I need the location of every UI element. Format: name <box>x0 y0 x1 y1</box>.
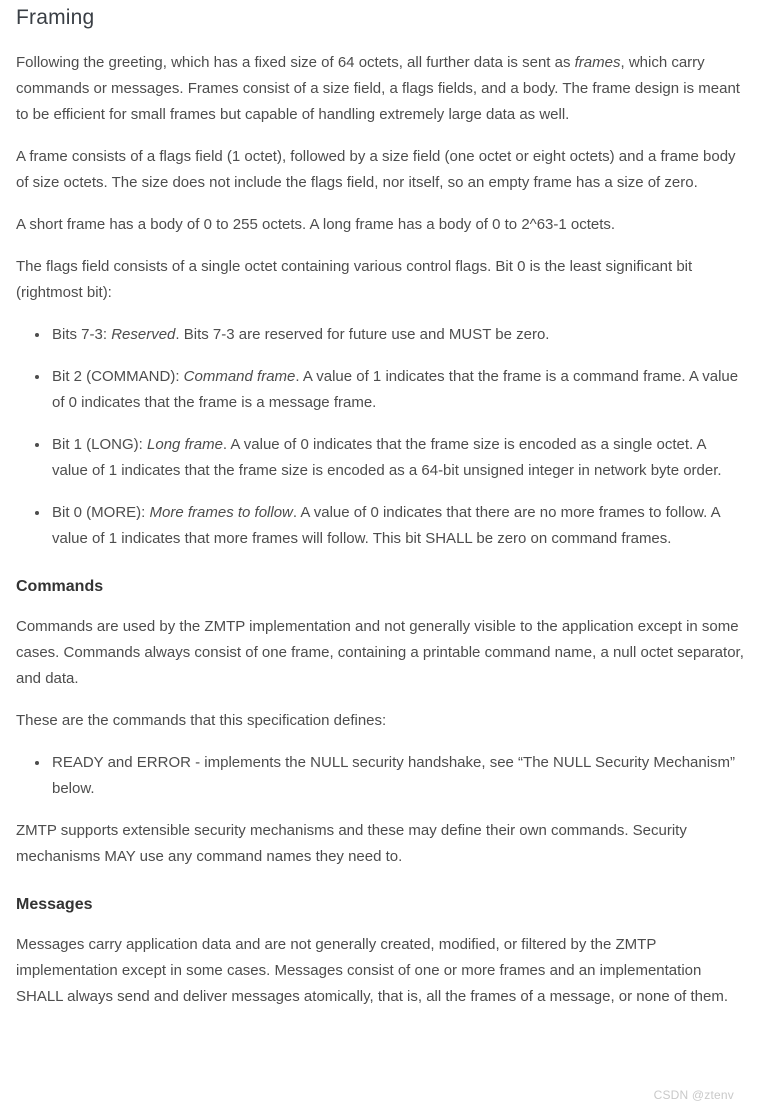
list-item: • Bit 0 (MORE): More frames to follow. A value of 0 indicates that there are no more frames to follow. A value of 1 indicates that more frames will follow. This bit SHALL be zero on command frames. <box>50 500 744 552</box>
page-title: Framing <box>16 6 95 29</box>
paragraph: A frame consists of a flags field (1 octet), followed by a size field (one octet or eight octets) and a frame body of size octets. The size does not include the flags field, nor itself, so an empty frame has a size of zero. <box>16 148 736 191</box>
italic-term: Long frame <box>147 436 223 453</box>
paragraph: A short frame has a body of 0 to 255 octets. A long frame has a body of 0 to 2^63-1 octets. <box>16 216 616 233</box>
list-item: • Bit 1 (LONG): Long frame. A value of 0 indicates that the frame size is encoded as a single octet. A value of 1 indicates that the frame size is encoded as a 64-bit unsigned integer in network byte order. <box>50 432 744 484</box>
article-body <box>16 50 744 1010</box>
paragraph: Messages carry application data and are not generally created, modified, or filtered by the ZMTP implementation except in some cases. Messages consist of one or more frames and an implementation SHALL always send and deliver messages atomically, that is, all the frames of a message, or none of them. <box>16 936 729 1005</box>
paragraph: These are the commands that this specification defines: <box>16 712 387 729</box>
bullet-list <box>16 322 744 552</box>
section-heading: Commands <box>16 578 104 595</box>
italic-term: Reserved <box>111 326 176 343</box>
italic-term: More frames to follow <box>149 504 293 521</box>
italic-term: frames <box>574 54 621 71</box>
italic-term: Command frame <box>183 368 296 385</box>
paragraph: ZMTP supports extensible security mechanisms and these may define their own commands. Security mechanisms MAY use any command names they need to. <box>16 822 687 865</box>
section-heading: Messages <box>16 896 93 913</box>
watermark: CSDN @ztenv <box>653 1088 734 1102</box>
bullet-list <box>16 750 744 802</box>
list-item: • Bits 7-3: Reserved. Bits 7-3 are reserved for future use and MUST be zero. <box>50 322 744 348</box>
list-item: • Bit 2 (COMMAND): Command frame. A value of 1 indicates that the frame is a command frame. A value of 0 indicates that the frame is a message frame. <box>50 364 744 416</box>
list-item: • READY and ERROR - implements the NULL security handshake, see “The NULL Security Mechanism” below. <box>50 750 744 802</box>
paragraph: Commands are used by the ZMTP implementation and not generally visible to the application except in some cases. Commands always consist of one frame, containing a printable command name, a null octet separator, and data. <box>16 618 744 687</box>
paragraph: Following the greeting, which has a fixed size of 64 octets, all further data is sent as frames, which carry commands or messages. Frames consist of a size field, a flags fields, and a body. The frame design is meant to be efficient for small frames but capable of handling extremely large data as well. <box>16 54 740 123</box>
paragraph: The flags field consists of a single octet containing various control flags. Bit 0 is the least significant bit (rightmost bit): <box>16 258 693 301</box>
